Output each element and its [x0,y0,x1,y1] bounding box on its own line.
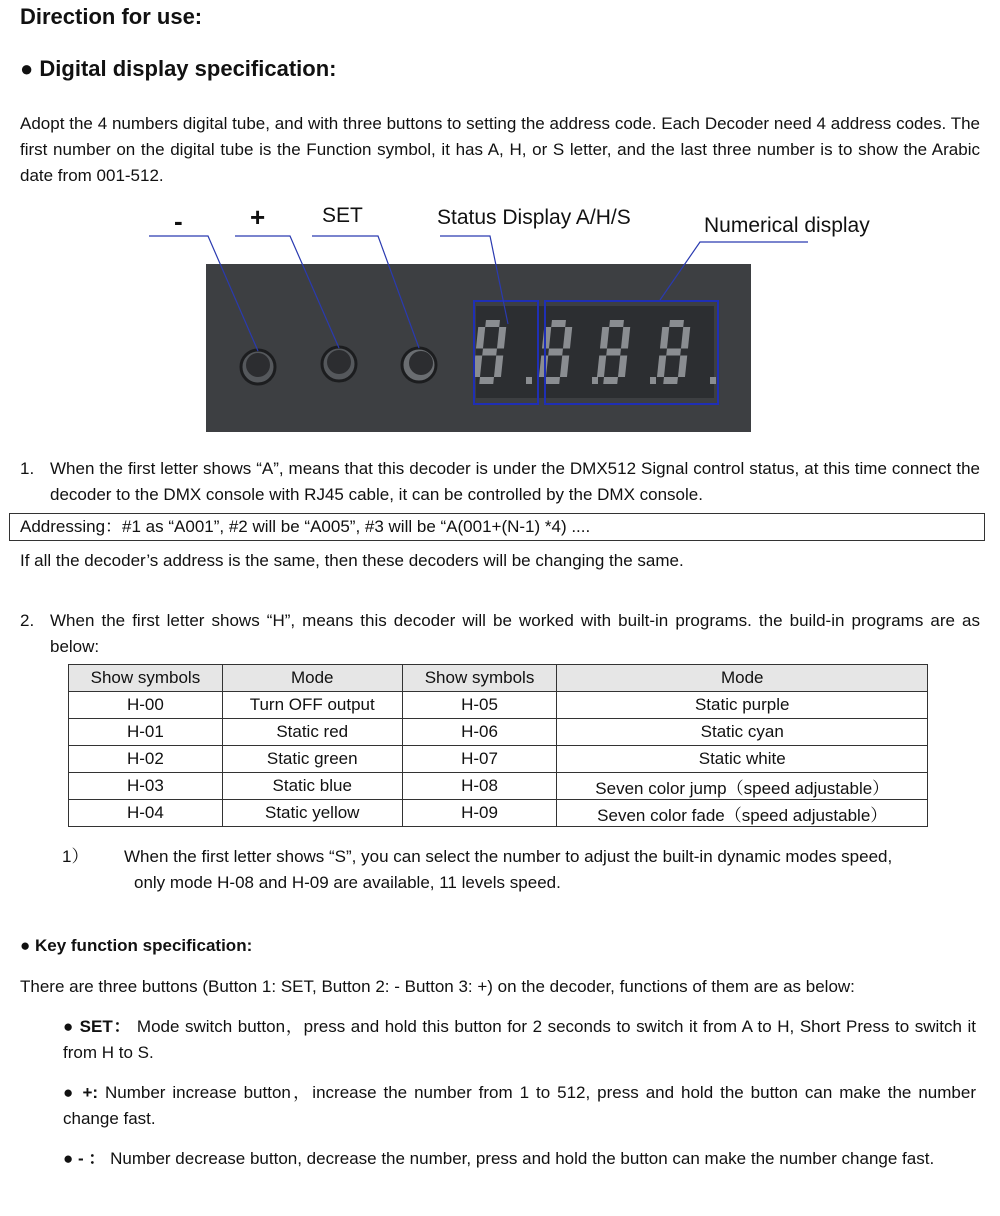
set-label: SET [322,204,363,227]
bullet-minus-label: ● - ： [63,1149,106,1168]
header-mode-2: Mode [557,665,928,692]
digit-segment [609,320,624,327]
table-cell: H-08 [402,773,557,800]
header-show-symbols-2: Show symbols [402,665,557,692]
same-address-note: If all the decoder’s address is the same, then these decoders will be changing the same. [20,551,684,570]
numerical-display-label: Numerical display [704,214,870,237]
decimal-point [526,377,532,384]
page-heading: Direction for use: [20,4,203,29]
key-function-intro: There are three buttons (Button 1: SET, Button 2: - Button 3: +) on the decoder, functions of them are as below: [20,977,855,996]
bullet-plus-label: ● +: [63,1083,99,1102]
table-row [69,800,928,827]
bullet-set [63,1014,976,1066]
bullet-set-text: Mode switch button，press and hold this button for 2 seconds to switch it from A to H, Short Press to switch it from H to S. [63,1017,976,1062]
digit-segment [545,377,560,384]
table-row [69,746,928,773]
minus-button-graphic [241,350,275,384]
item-1-number: 1. [20,459,35,478]
table-cell: Static green [222,746,402,773]
table-cell: H-06 [402,719,557,746]
plus-label: + [250,202,266,232]
table-header-row [69,665,928,692]
table-cell: H-00 [69,692,223,719]
item-1-text: When the first letter shows “A”, means that this decoder is under the DMX512 Signal control status, at this time connect the decoder to the DMX console with RJ45 cable, it can be controlled by the DMX console. [50,459,980,504]
table-cell: H-05 [402,692,557,719]
addressing-box: Addressing：#1 as “A001”, #2 will be “A005”, #3 will be “A(001+(N-1) *4) .... [9,513,985,541]
digit-segment [485,320,500,327]
digit-segment [606,349,621,356]
table-cell: Turn OFF output [222,692,402,719]
section-title-display: ● Digital display specification: [20,56,337,81]
plus-button-graphic [322,347,356,381]
table-cell: Static cyan [557,719,928,746]
table-cell: H-03 [69,773,223,800]
digit-segment [551,320,566,327]
table-cell: Static blue [222,773,402,800]
digit-segment [548,349,563,356]
table-cell: Static red [222,719,402,746]
digit-segment [666,349,681,356]
bullet-set-label: ● SET： [63,1017,132,1036]
header-mode-1: Mode [222,665,402,692]
decimal-point [710,377,716,384]
table-row [69,773,928,800]
bullet-plus [63,1080,976,1132]
table-row [69,719,928,746]
item-1 [20,456,980,508]
sub-item-1-line-1: When the first letter shows “S”, you can select the number to adjust the built-in dynamic modes speed, [124,847,893,866]
decimal-point [592,377,598,384]
sub-item-1-line-2: only mode H-08 and H-09 are available, 11 levels speed. [134,873,561,892]
intro-paragraph: Adopt the 4 numbers digital tube, and with three buttons to setting the address code. Each Decoder need 4 address codes. The first number on the digital tube is the Function symbol, it has A, H, or S letter, and the last three number is to show the Arabic date from 001-512. [20,114,980,185]
item-2-text: When the first letter shows “H”, means this decoder will be worked with built-in programs. the build-in programs are as below: [50,611,980,656]
digit-segment [482,349,497,356]
table-cell: H-07 [402,746,557,773]
key-function-heading: ● Key function specification: [20,936,253,955]
table-cell: H-02 [69,746,223,773]
status-display-label: Status Display A/H/S [437,206,631,229]
digit-segment [603,377,618,384]
table-cell: Seven color jump（speed adjustable） [557,773,928,800]
item-2-number: 2. [20,611,35,630]
table-cell: H-09 [402,800,557,827]
digit-segment [663,377,678,384]
sub-item-1 [62,844,980,896]
item-2 [20,608,980,660]
table-cell: H-04 [69,800,223,827]
decoder-figure [140,196,920,436]
table-cell: Seven color fade（speed adjustable） [557,800,928,827]
table-row [69,692,928,719]
decimal-point [650,377,656,384]
minus-label: - [174,206,183,236]
table-cell: Static purple [557,692,928,719]
set-button-graphic [402,348,436,382]
bullet-plus-text: Number increase button，increase the number from 1 to 512, press and hold the button can make the number change fast. [63,1083,976,1128]
decoder-panel-drawing [140,196,920,436]
table-cell: Static white [557,746,928,773]
bullet-minus-text: Number decrease button, decrease the number, press and hold the button can make the number change fast. [105,1149,935,1168]
table-cell: Static yellow [222,800,402,827]
digit-segment [479,377,494,384]
table-cell: H-01 [69,719,223,746]
bullet-minus [63,1146,976,1172]
built-in-programs-table [68,664,928,827]
sub-item-1-number: 1） [62,847,89,866]
digit-segment [669,320,684,327]
header-show-symbols-1: Show symbols [69,665,223,692]
